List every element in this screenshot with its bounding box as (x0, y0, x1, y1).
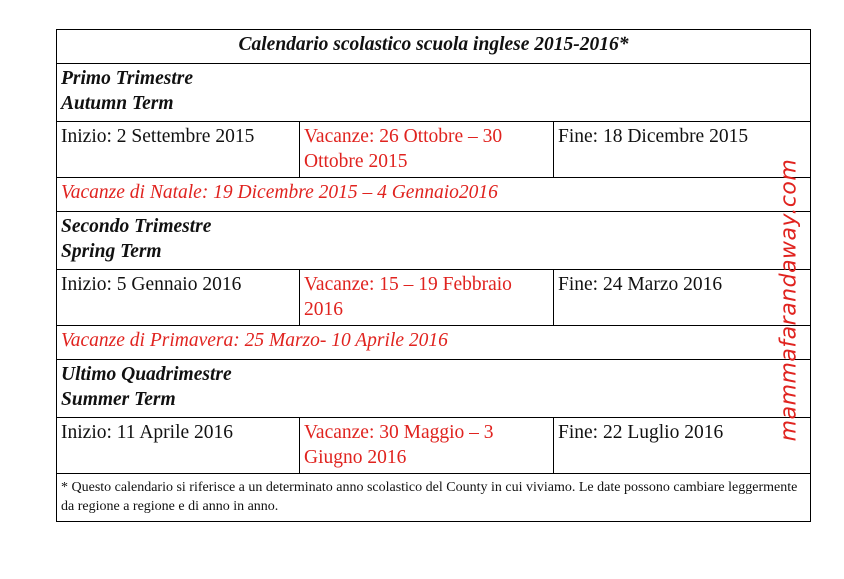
holiday-row (57, 326, 811, 360)
spring-holiday: Vacanze di Primavera: 25 Marzo- 10 Aprile 2016 (57, 326, 811, 360)
term-header-row (57, 212, 811, 270)
term-name-english: Summer Term (61, 389, 176, 410)
term-half-term-holiday: Vacanze: 26 Ottobre – 30 Ottobre 2015 (300, 122, 554, 178)
term-header-autumn (57, 64, 811, 122)
term-half-term-holiday: Vacanze: 30 Maggio – 3 Giugno 2016 (300, 418, 554, 474)
term-header-row (57, 64, 811, 122)
school-calendar-table (56, 29, 811, 522)
christmas-holiday: Vacanze di Natale: 19 Dicembre 2015 – 4 Gennaio2016 (57, 178, 811, 212)
term-dates-row (57, 270, 811, 326)
term-header-summer (57, 360, 811, 418)
term-half-term-holiday: Vacanze: 15 – 19 Febbraio 2016 (300, 270, 554, 326)
footnote-row (57, 474, 811, 522)
footnote: * Questo calendario si riferisce a un determinato anno scolastico del County in cui viviamo. Le date possono cambiare leggermente da regione a regione e di anno in anno. (57, 474, 811, 522)
term-name-english: Spring Term (61, 241, 162, 262)
watermark-text: mammafarandaway.com (776, 158, 802, 442)
term-name-italian: Primo Trimestre (61, 68, 193, 89)
term-end-date: Fine: 24 Marzo 2016 (554, 270, 811, 326)
calendar-title: Calendario scolastico scuola inglese 2015-2016* (57, 30, 811, 64)
term-dates-row (57, 418, 811, 474)
term-start-date: Inizio: 5 Gennaio 2016 (57, 270, 300, 326)
title-row (57, 30, 811, 64)
term-header-row (57, 360, 811, 418)
term-end-date: Fine: 22 Luglio 2016 (554, 418, 811, 474)
term-name-italian: Ultimo Quadrimestre (61, 364, 232, 385)
holiday-row (57, 178, 811, 212)
term-name-italian: Secondo Trimestre (61, 216, 212, 237)
term-end-date: Fine: 18 Dicembre 2015 (554, 122, 811, 178)
term-start-date: Inizio: 11 Aprile 2016 (57, 418, 300, 474)
term-start-date: Inizio: 2 Settembre 2015 (57, 122, 300, 178)
term-name-english: Autumn Term (61, 93, 174, 114)
term-dates-row (57, 122, 811, 178)
term-header-spring (57, 212, 811, 270)
